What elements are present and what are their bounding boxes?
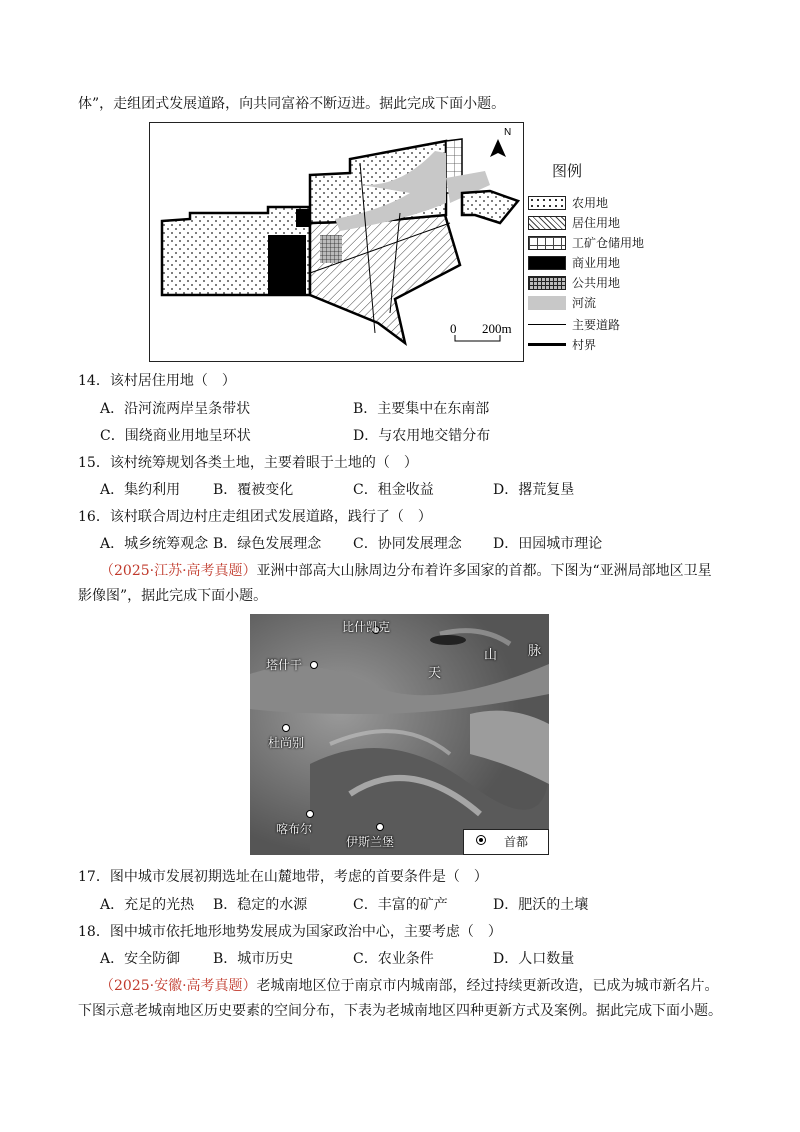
capital-dot xyxy=(282,724,290,732)
q16-stem: 16．该村联合周边村庄走组团式发展道路，践行了（ ） xyxy=(78,509,432,525)
satellite-image xyxy=(250,614,549,855)
north-label: N xyxy=(504,127,512,138)
city-bishkek: 比什凯克 xyxy=(342,620,391,634)
farmland-east xyxy=(462,191,518,223)
q16-option-a[interactable]: A．城乡统筹观念 xyxy=(100,536,209,552)
q15-option-a[interactable]: A．集约利用 xyxy=(100,482,181,498)
q16-option-c[interactable]: C．协同发展理念 xyxy=(353,536,462,552)
q16-option-b[interactable]: B．绿色发展理念 xyxy=(213,536,322,552)
city-tashkent: 塔什干 xyxy=(266,658,303,672)
capital-dot xyxy=(306,810,314,818)
tianshan-char-2: 山 xyxy=(484,648,498,663)
capital-legend xyxy=(463,829,549,855)
q14-option-b[interactable]: B．主要集中在东南部 xyxy=(353,401,490,417)
legend-label: 河流 xyxy=(572,296,597,310)
q14-option-a[interactable]: A．沿河流两岸呈条带状 xyxy=(100,401,251,417)
legend-label: 村界 xyxy=(572,338,597,352)
legend-swatch xyxy=(528,216,566,230)
scale-label: 200m xyxy=(482,321,512,336)
q17-option-c[interactable]: C．丰富的矿产 xyxy=(353,897,448,913)
passage2-source: （2025·江苏·高考真题） xyxy=(100,563,257,579)
capital-dot xyxy=(376,823,384,831)
q17-option-b[interactable]: B．稳定的水源 xyxy=(213,897,308,913)
legend-label: 公共用地 xyxy=(572,276,621,290)
q18-option-d[interactable]: D．人口数量 xyxy=(493,951,575,967)
q14-stem: 14．该村居住用地（ ） xyxy=(78,373,236,389)
legend-swatch xyxy=(528,196,566,210)
q14-option-d[interactable]: D．与农用地交错分布 xyxy=(353,428,491,444)
city-dushanbe: 杜尚别 xyxy=(268,736,305,750)
passage2-line1 xyxy=(100,561,712,581)
q18-stem: 18．图中城市依托地形地势发展成为国家政治中心，主要考虑（ ） xyxy=(78,924,502,940)
intro-text: 体”，走组团式发展道路，向共同富裕不断迈进。据此完成下面小题。 xyxy=(78,96,506,112)
q17-option-d[interactable]: D．肥沃的土壤 xyxy=(493,897,589,913)
legend-label: 主要道路 xyxy=(572,318,621,332)
tianshan-char-3: 脉 xyxy=(528,644,542,659)
passage3-line2: 下图示意老城南地区历史要素的空间分布，下表为老城南地区四种更新方式及案例。据此完成下面小题。 xyxy=(78,1003,722,1019)
q15-option-b[interactable]: B．覆被变化 xyxy=(213,482,294,498)
north-arrow-icon xyxy=(490,139,506,157)
legend-swatch xyxy=(528,236,566,250)
commercial-block xyxy=(268,235,306,295)
public-land xyxy=(320,235,342,263)
q17-option-a[interactable]: A．充足的光热 xyxy=(100,897,195,913)
residential-area xyxy=(310,215,460,343)
q16-option-d[interactable]: D．田园城市理论 xyxy=(493,536,603,552)
capital-symbol-core xyxy=(479,838,483,842)
tianshan-char-1: 天 xyxy=(428,666,442,681)
legend-label: 农用地 xyxy=(572,196,609,210)
scale-zero: 0 xyxy=(450,321,457,336)
legend-label: 工矿仓储用地 xyxy=(572,236,645,250)
village-land-use-map xyxy=(149,122,524,362)
map-legend xyxy=(528,160,678,360)
q15-option-c[interactable]: C．租金收益 xyxy=(353,482,434,498)
legend-swatch xyxy=(528,296,566,310)
legend-label: 居住用地 xyxy=(572,216,621,230)
q18-option-c[interactable]: C．农业条件 xyxy=(353,951,434,967)
passage3-source: （2025·安徽·高考真题） xyxy=(100,978,257,994)
q18-option-b[interactable]: B．城市历史 xyxy=(213,951,294,967)
q17-stem: 17．图中城市发展初期选址在山麓地带，考虑的首要条件是（ ） xyxy=(78,869,488,885)
capital-dot xyxy=(310,661,318,669)
q18-option-a[interactable]: A．安全防御 xyxy=(100,951,181,967)
passage2-line2: 影像图”，据此完成下面小题。 xyxy=(78,588,268,604)
city-islamabad: 伊斯兰堡 xyxy=(346,835,395,849)
village-map-svg xyxy=(150,123,523,361)
legend-title: 图例 xyxy=(552,162,583,180)
city-kabul: 喀布尔 xyxy=(276,822,313,836)
passage2-text: 亚洲中部高大山脉周边分布着许多国家的首都。下图为“亚洲局部地区卫星 xyxy=(256,563,712,579)
legend-swatch xyxy=(528,324,566,325)
q15-stem: 15．该村统筹规划各类土地，主要着眼于土地的（ ） xyxy=(78,455,418,471)
passage3-text: 老城南地区位于南京市内城南部，经过持续更新改造，已成为城市新名片。 xyxy=(256,978,719,994)
legend-swatch xyxy=(528,256,566,270)
passage3-line1 xyxy=(100,976,719,996)
legend-label: 商业用地 xyxy=(572,256,621,270)
legend-swatch xyxy=(528,276,566,290)
q15-option-d[interactable]: D．撂荒复垦 xyxy=(493,482,575,498)
legend-swatch xyxy=(528,343,566,346)
q14-option-c[interactable]: C．围绕商业用地呈环状 xyxy=(100,428,251,444)
capital-legend-label: 首都 xyxy=(504,835,529,849)
